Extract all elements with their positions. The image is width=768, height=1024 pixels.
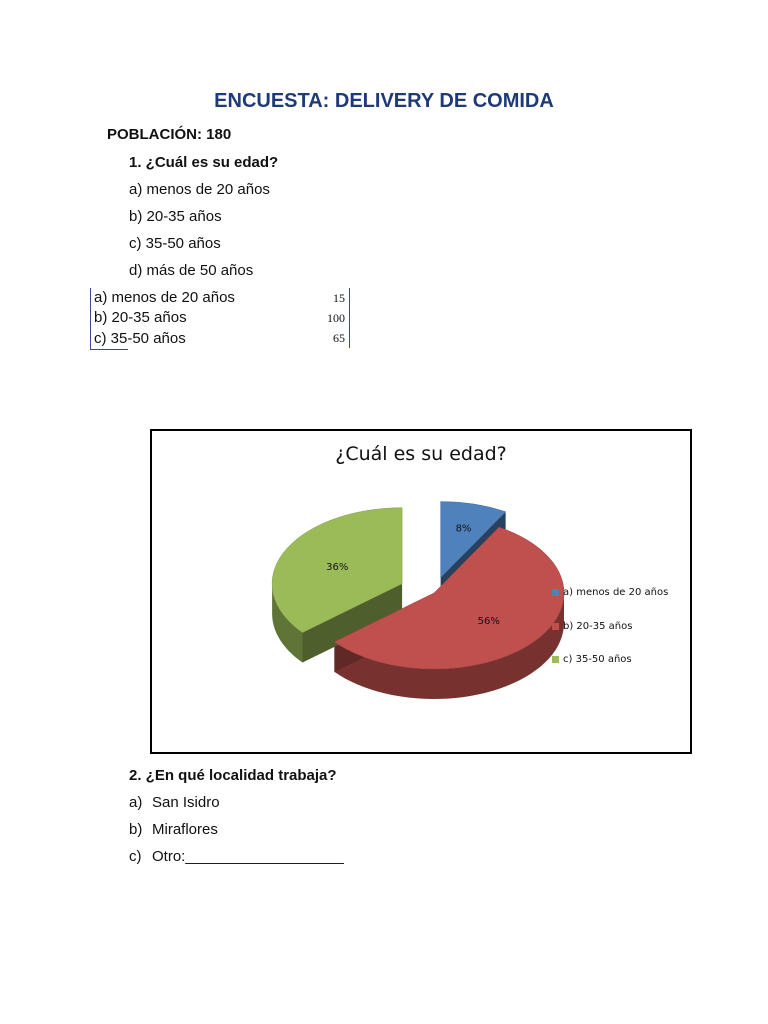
population-label: POBLACIÓN: 180 (107, 126, 232, 143)
table-row-label: c) 35-50 años (94, 330, 186, 347)
question-1: 1. ¿Cuál es su edad? (129, 154, 279, 171)
question-1-option-a: a) menos de 20 años (129, 181, 270, 198)
question-2-option-label: Miraflores (152, 821, 218, 838)
question-2: 2. ¿En qué localidad trabaja? (129, 767, 337, 784)
table-bottom-border (90, 349, 128, 350)
legend-label: a) menos de 20 años (563, 587, 669, 598)
table-right-border (349, 288, 350, 348)
legend-swatch (552, 589, 559, 596)
question-2-option-marker: a) (129, 794, 143, 811)
question-2-option-label: San Isidro (152, 794, 220, 811)
question-1-option-c: c) 35-50 años (129, 235, 221, 252)
question-2-option-label: Otro:___________________ (152, 848, 344, 865)
pie-data-label: 56% (477, 615, 500, 627)
pie-data-label: 8% (455, 523, 472, 535)
table-row-value: 100 (327, 311, 345, 325)
page-title: ENCUESTA: DELIVERY DE COMIDA (214, 90, 554, 112)
legend-item (552, 587, 668, 598)
question-1-option-d: d) más de 50 años (129, 262, 254, 279)
pie-data-label: 36% (326, 562, 349, 573)
pie-chart (150, 429, 692, 754)
chart-title: ¿Cuál es su edad? (335, 443, 507, 465)
legend-item (552, 621, 632, 632)
table-row-value: 15 (333, 291, 345, 305)
legend-label: b) 20-35 años (563, 621, 633, 632)
table-row-label: a) menos de 20 años (94, 289, 235, 306)
legend-swatch (552, 623, 559, 630)
table-row-label: b) 20-35 años (94, 309, 187, 326)
question-1-option-b: b) 20-35 años (129, 208, 222, 225)
question-2-option-marker: b) (129, 821, 143, 838)
table-left-border (90, 288, 91, 350)
table-row-value: 65 (333, 331, 345, 345)
question-2-option-marker: c) (129, 848, 142, 865)
legend-label: c) 35-50 años (563, 654, 632, 665)
legend-item (552, 654, 632, 665)
legend-swatch (552, 656, 559, 663)
